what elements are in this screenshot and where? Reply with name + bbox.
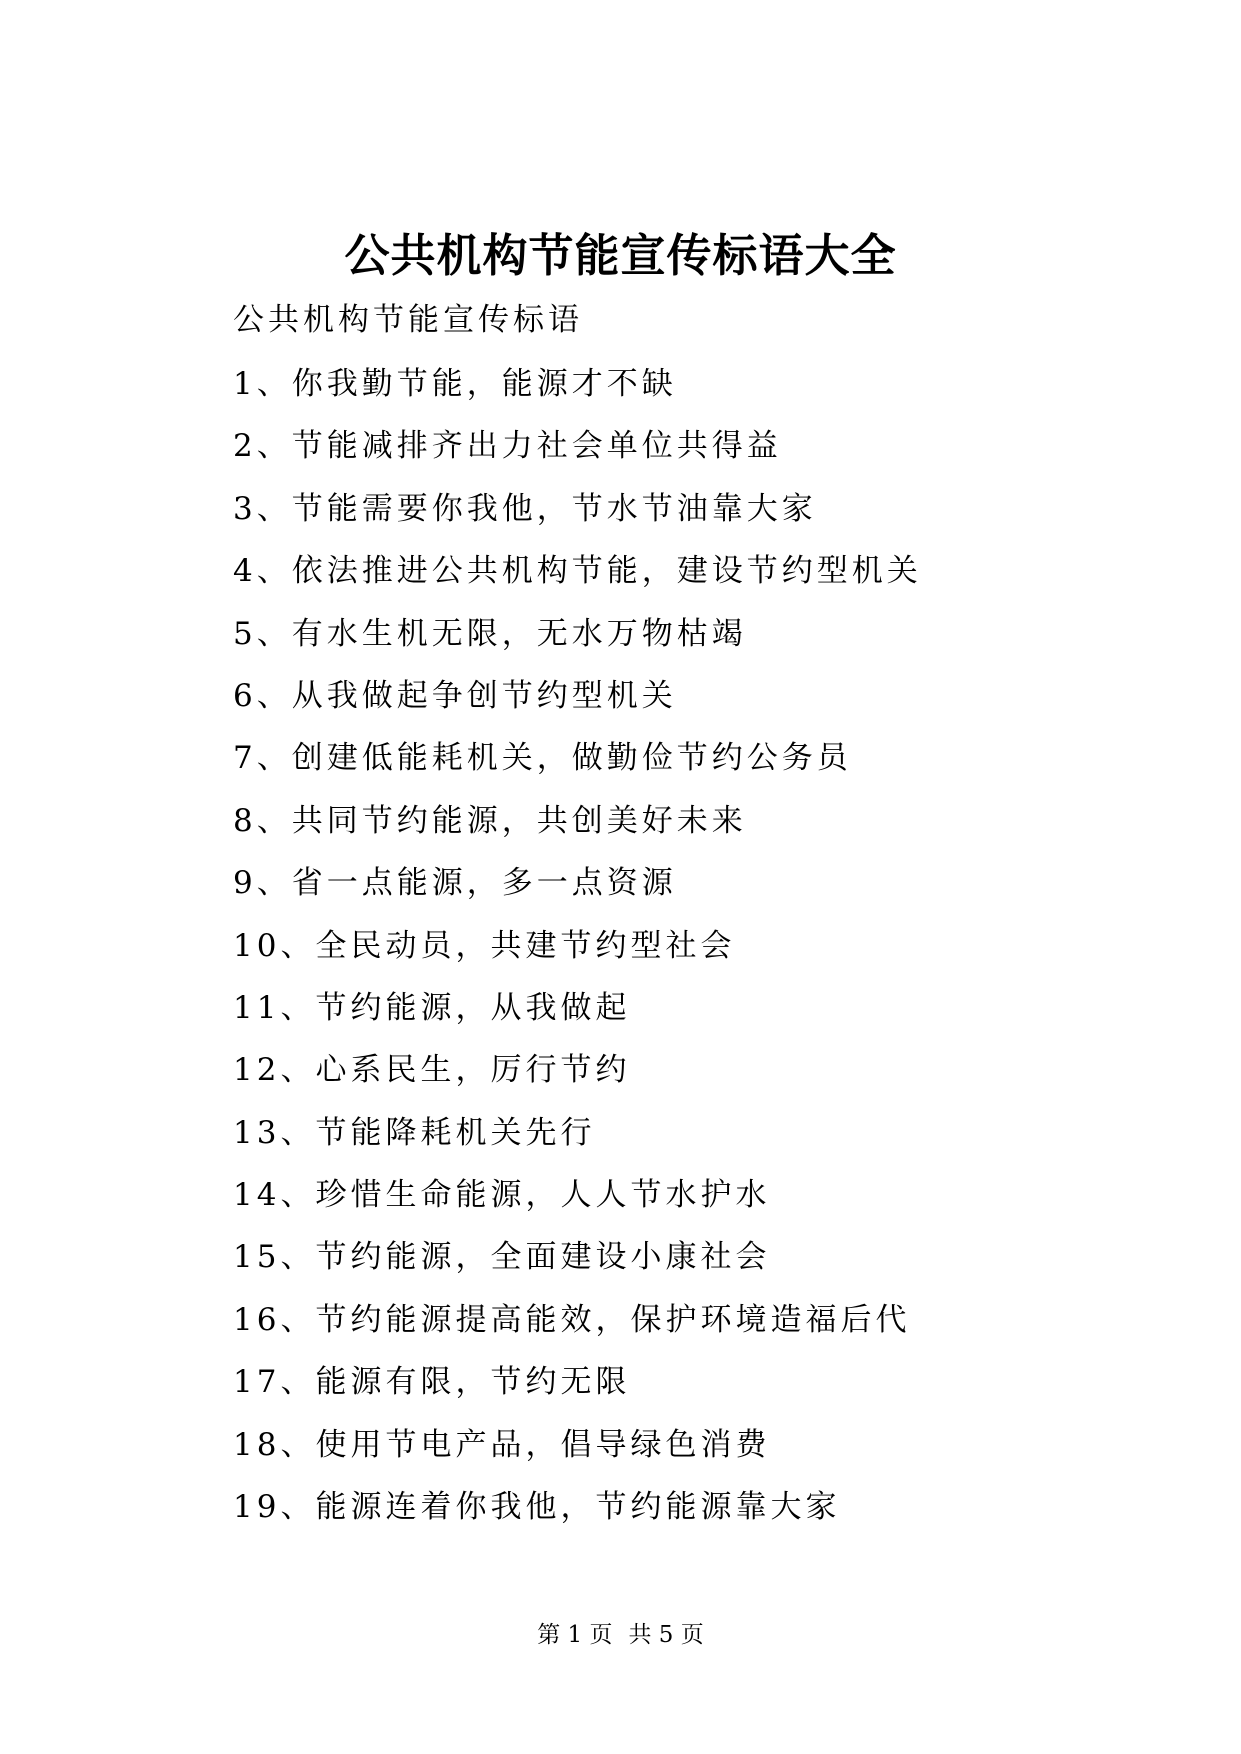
page-footer xyxy=(0,1618,1241,1652)
slogan-item: 11、节约能源，从我做起 xyxy=(233,989,631,1026)
slogan-item: 2、节能减排齐出力社会单位共得益 xyxy=(233,428,782,465)
slogan-list xyxy=(233,362,922,1547)
slogan-item: 1、你我勤节能，能源才不缺 xyxy=(233,366,677,402)
slogan-item: 18、使用节电产品，倡导绿色消费 xyxy=(233,1426,771,1463)
slogan-item: 19、能源连着你我他，节约能源靠大家 xyxy=(233,1489,841,1526)
document-title: 公共机构节能宣传标语大全 xyxy=(344,229,897,282)
slogan-item: 13、节能降耗机关先行 xyxy=(233,1114,596,1151)
slogan-item: 4、依法推进公共机构节能，建设节约型机关 xyxy=(233,553,922,590)
slogan-item: 15、节约能源，全面建设小康社会 xyxy=(233,1239,771,1276)
slogan-item: 3、节能需要你我他，节水节油靠大家 xyxy=(233,490,817,527)
current-page-number: 第 1 页 xyxy=(537,1622,613,1648)
total-pages: 共 5 页 xyxy=(628,1622,704,1648)
slogan-item: 9、省一点能源，多一点资源 xyxy=(233,865,677,902)
slogan-item: 14、珍惜生命能源，人人节水护水 xyxy=(233,1177,771,1214)
slogan-item: 12、心系民生，厉行节约 xyxy=(233,1052,631,1089)
slogan-item: 7、创建低能耗机关，做勤俭节约公务员 xyxy=(233,740,852,777)
slogan-item: 6、从我做起争创节约型机关 xyxy=(233,677,677,714)
document-subtitle: 公共机构节能宣传标语 xyxy=(233,302,583,338)
slogan-item: 10、全民动员，共建节约型社会 xyxy=(233,927,736,964)
slogan-item: 8、共同节约能源，共创美好未来 xyxy=(233,802,747,839)
slogan-item: 16、节约能源提高能效，保护环境造福后代 xyxy=(233,1301,911,1338)
slogan-item: 17、能源有限，节约无限 xyxy=(233,1364,631,1401)
slogan-item: 5、有水生机无限，无水万物枯竭 xyxy=(233,615,747,652)
